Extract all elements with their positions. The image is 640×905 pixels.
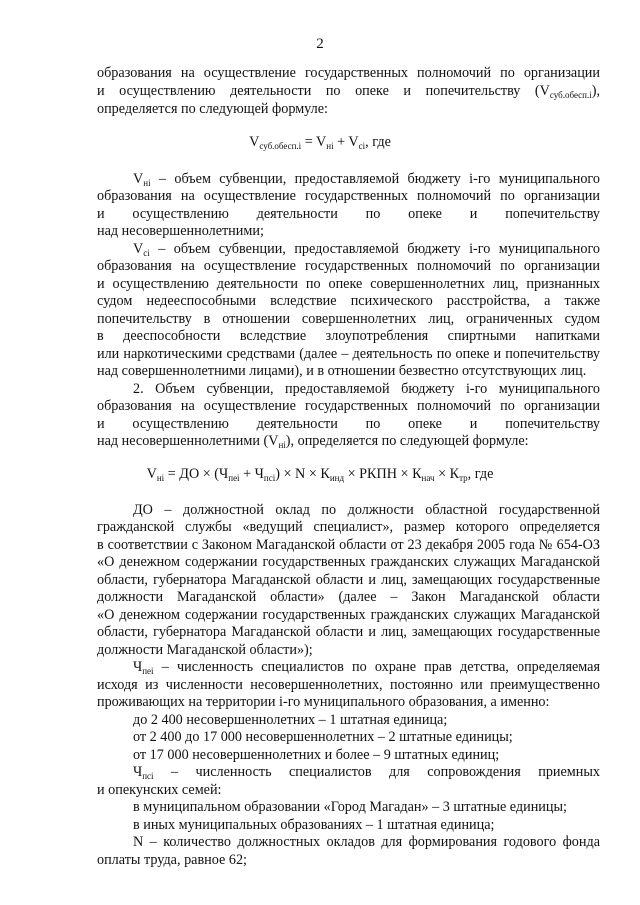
text-line: «О денежном содержании государственных гражданских служащих Магаданской — [97, 554, 600, 570]
text-line: области, губернатора Магаданской области и лиц, замещающих государственные — [97, 624, 600, 640]
text-line: исходя из численности несовершеннолетних, постоянно или преимущественно — [97, 677, 600, 693]
text-line: над несовершеннолетними $(V_{нi})$, определяется по следующей формуле: — [97, 433, 529, 450]
formula-vni: $V_{нi}$ = ДО × $(Ч_{пei} + Ч_{псi}) \times N \times К_{инд}$ × РКПН × $К_{нач} \times К_{тр}$, где — [146, 466, 494, 483]
text-line: и осуществлению деятельности по опеке и попечительству — [97, 416, 600, 432]
list-item: от 2 400 до 17 000 несовершеннолетних – 2 штатные единицы; — [133, 729, 513, 745]
list-item: в муниципальном образовании «Город Магадан» – 3 штатные единицы; — [133, 799, 567, 815]
text-line: «О денежном содержании государственных гражданских служащих Магаданской — [97, 607, 600, 623]
text-line: оплаты труда, равное 62; — [97, 852, 247, 868]
page-number: 2 — [316, 36, 324, 52]
text-line: образования на осуществление государственных полномочий по организации — [97, 188, 600, 204]
text-line: или наркотическими средствами (далее – деятельность по опеке и попечительству — [97, 346, 600, 362]
text-line: над несовершеннолетними; — [97, 223, 264, 239]
text-line: в соответствии с Законом Магаданской области от 23 декабря 2005 года № 654-ОЗ — [97, 537, 600, 553]
formula-vsub: $V_{суб.обесп.i} = V_{нi} + V_{сi}$, где — [249, 134, 391, 151]
text-line: образования на осуществление государственных полномочий по организации — [97, 398, 600, 414]
text-line: должности Магаданской области»); — [97, 642, 313, 658]
text-line: области, губернатора Магаданской области и лиц, замещающих государственные — [97, 572, 600, 588]
text-line: ДО – должностной оклад по должности областной государственной — [133, 502, 600, 518]
list-item: от 17 000 несовершеннолетних и более – 9 штатных единиц; — [133, 747, 500, 763]
text-line: $V_{нi}$ – объем субвенции, предоставляемой бюджету i-го муниципального — [133, 171, 600, 188]
text-line: $Ч_{пei}$ – численность специалистов по охране прав детства, определяемая — [133, 659, 601, 676]
text-line: образования на осуществление государственных полномочий по организации — [97, 258, 600, 274]
text-line: над совершеннолетними лицами), и в отношении безвестно отсутствующих лиц. — [97, 363, 587, 379]
text-line: гражданской службы «ведущий специалист», размер которого определяется — [97, 519, 600, 535]
text-line: 2. Объем субвенции, предоставляемой бюджету i-го муниципального — [133, 381, 600, 397]
text-line: попечительству в отношении совершеннолетних лиц, ограниченных судом — [97, 311, 600, 327]
text-line: и опекунских семей: — [97, 782, 222, 798]
text-line: образования на осуществление государственных полномочий по организации — [97, 65, 600, 81]
text-line: определяется по следующей формуле: — [97, 101, 328, 117]
text-line: проживающих на территории i-го муниципального образования, а именно: — [97, 694, 550, 710]
text-line: $Ч_{псi}$ – численность специалистов для сопровождения приемных — [133, 764, 601, 781]
text-line: N – количество должностных окладов для формирования годового фонда — [133, 834, 600, 850]
text-line: и осуществлению деятельности по опеке и попечительству — [97, 206, 600, 222]
text-line: судом недееспособными вследствие психического расстройства, а также — [97, 293, 600, 309]
text-line: $V_{сi}$ – объем субвенции, предоставляемой бюджету i-го муниципального — [133, 241, 600, 258]
text-line: должности Магаданской области» (далее – Закон Магаданской области — [97, 589, 600, 605]
text-line: и осуществлению деятельности по опеке и попечительству $(V_{суб.обесп.i})$, — [97, 83, 600, 100]
text-line: и осуществлению деятельности по опеке совершеннолетних лиц, признанных — [97, 276, 600, 292]
list-item: в иных муниципальных образованиях – 1 штатная единица; — [133, 817, 495, 833]
text-line: в дееспособности вследствие злоупотребления спиртными напитками — [97, 328, 600, 344]
list-item: до 2 400 несовершеннолетних – 1 штатная единица; — [133, 712, 448, 728]
